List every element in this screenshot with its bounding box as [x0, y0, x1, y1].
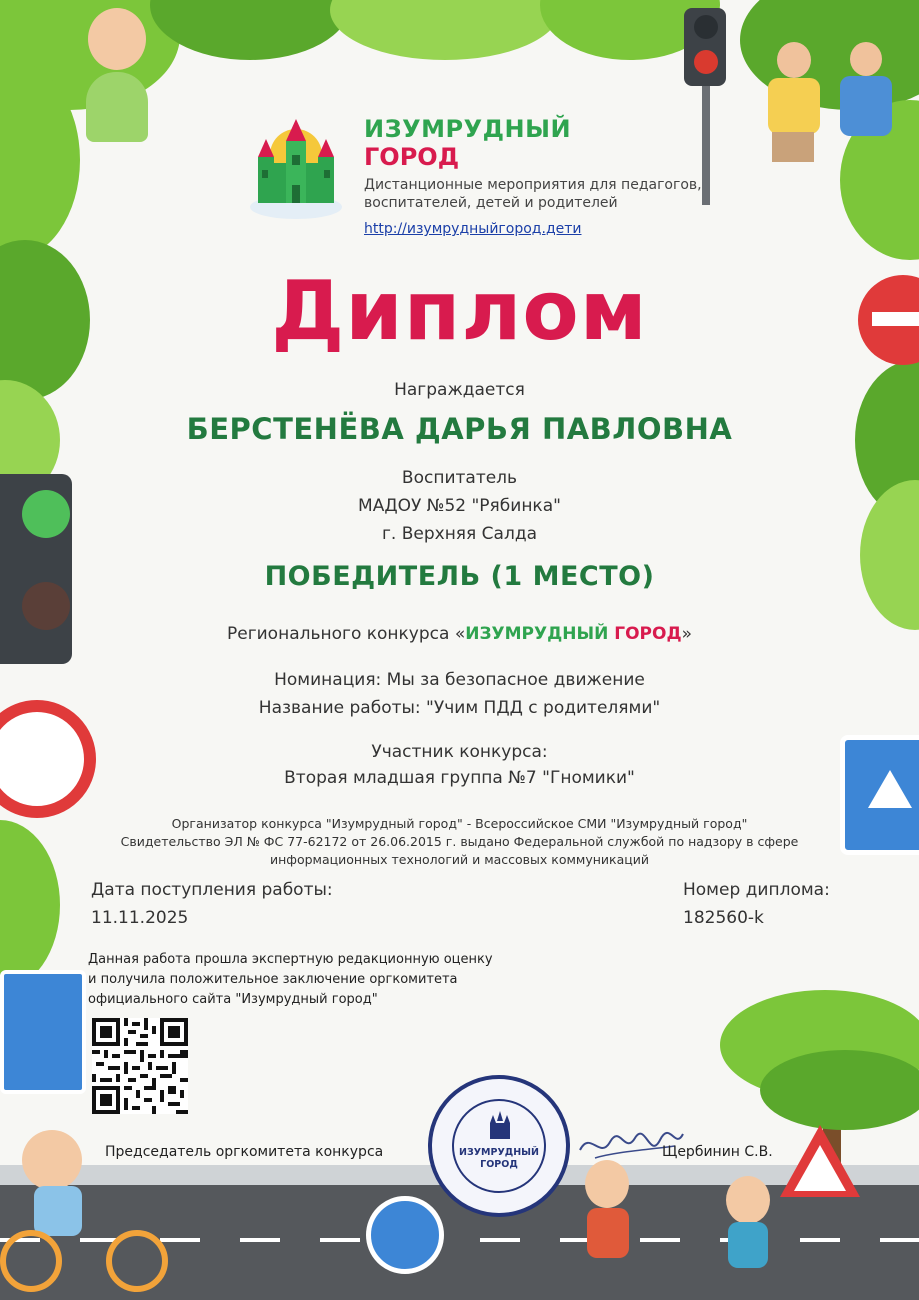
stamp-line1: ИЗУМРУДНЫЙ	[459, 1147, 539, 1158]
review-line2: и получила положительное заключение оргкомитета	[88, 972, 458, 987]
participant-name: Вторая младшая группа №7 "Гномики"	[284, 768, 635, 788]
logo-subtitle-line2: воспитателей, детей и родителей	[364, 195, 618, 211]
nomination: Номинация: Мы за безопасное движение	[274, 670, 645, 690]
stamp-line2: ГОРОД	[480, 1159, 518, 1170]
place-award: ПОБЕДИТЕЛЬ (1 МЕСТО)	[264, 561, 655, 592]
recipient-organization: МАДОУ №52 "Рябинка"	[358, 496, 561, 516]
work-title: Название работы: "Учим ПДД с родителями"	[258, 698, 661, 718]
qr-code-icon[interactable]	[92, 1018, 188, 1114]
logo-title-line1: ИЗУМРУДНЫЙ	[364, 115, 572, 143]
date-value: 11.11.2025	[91, 908, 189, 928]
site-link[interactable]: http://изумрудныйгород.дети	[364, 221, 582, 237]
recipient-position: Воспитатель	[401, 468, 518, 488]
awarded-label: Награждается	[394, 380, 525, 400]
date-label: Дата поступления работы:	[91, 880, 333, 900]
participant-label: Участник конкурса:	[371, 742, 548, 762]
contest-name-red: ГОРОД	[608, 624, 682, 644]
stamp-castle-icon	[484, 1109, 516, 1141]
diploma-title: Диплом	[271, 264, 648, 359]
review-line3: официального сайта "Изумрудный город"	[88, 992, 378, 1007]
contest-line	[0, 624, 919, 644]
contest-name-green: ИЗУМРУДНЫЙ	[465, 624, 609, 644]
contest-suffix: »	[681, 624, 692, 644]
organizer-line1: Организатор конкурса "Изумрудный город" - Всероссийское СМИ "Изумрудный город"	[171, 816, 748, 831]
logo-subtitle-line1: Дистанционные мероприятия для педагогов,	[364, 177, 702, 193]
logo-subtitle	[364, 176, 714, 212]
review-note	[88, 950, 518, 1010]
chairman-label: Председатель оргкомитета конкурса	[105, 1144, 384, 1160]
diploma-number-label: Номер диплома:	[683, 880, 830, 900]
contest-prefix: Регионального конкурса «	[226, 624, 466, 644]
recipient-city: г. Верхняя Салда	[381, 524, 537, 544]
stamp	[428, 1075, 570, 1217]
organizer-line3: информационных технологий и массовых коммуникаций	[269, 852, 650, 867]
signer-name: Щербинин С.В.	[662, 1144, 773, 1160]
recipient-name: БЕРСТЕНЁВА ДАРЬЯ ПАВЛОВНА	[186, 412, 733, 446]
organizer-line2: Свидетельство ЭЛ № ФС 77-62172 от 26.06.2015 г. выдано Федеральной службой по надзору в сфере	[120, 834, 799, 849]
logo-title-line2: ГОРОД	[364, 143, 460, 171]
diploma-number-value: 182560-k	[683, 908, 764, 928]
castle-logo-icon	[248, 115, 344, 219]
review-line1: Данная работа прошла экспертную редакционную оценку	[88, 952, 493, 967]
